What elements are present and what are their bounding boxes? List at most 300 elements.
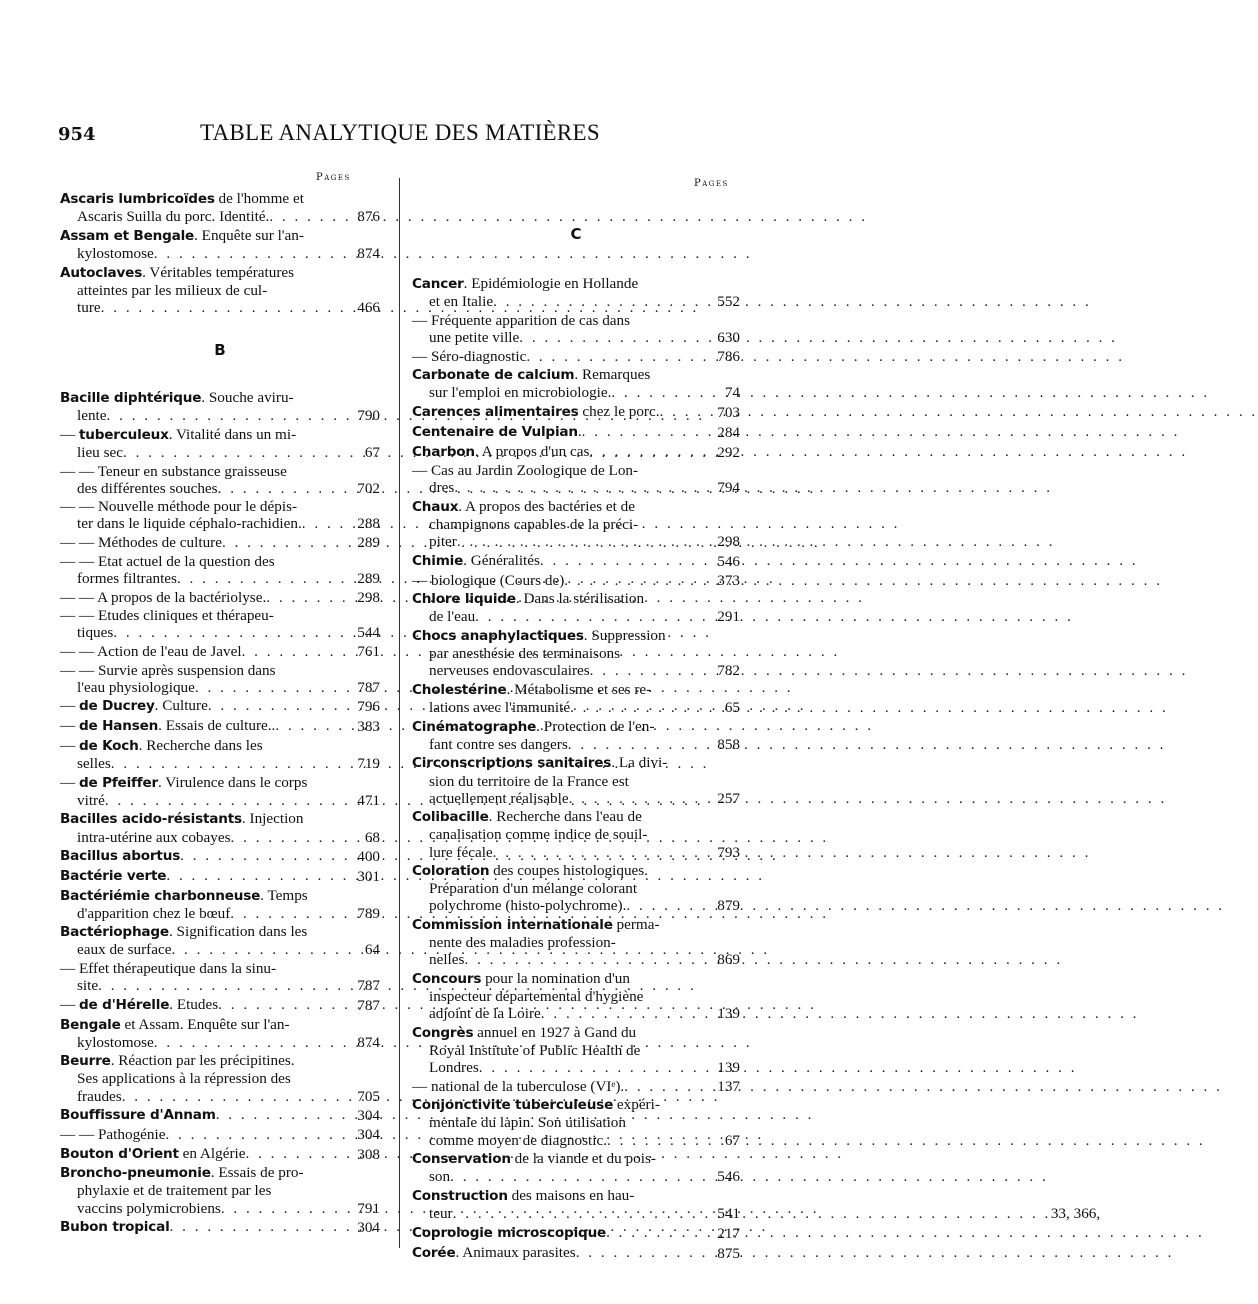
entry-text: [412, 498, 698, 550]
entry-line-text: — national de la tuberculose (VIᵉ).: [412, 1077, 625, 1095]
entry-line: [60, 444, 338, 461]
entry-line: Chocs anaphylactiques. Suppression: [412, 627, 666, 644]
entry-line-text: [60, 1106, 216, 1124]
entry-page: 298: [717, 533, 740, 551]
entry-line: [60, 755, 338, 772]
index-entry: [412, 552, 740, 570]
index-entry: [60, 847, 380, 865]
dot-leader: [607, 1132, 1205, 1149]
entry-page: 786: [717, 347, 740, 365]
entry-text: [60, 389, 338, 424]
entry-keyword: Broncho-pneumonie: [60, 1165, 211, 1182]
entry-line: Ses applications à la répression des: [77, 1070, 291, 1088]
entry-line: — — Etat actuel de la question des: [60, 552, 275, 570]
entry-keyword: Conservation: [412, 1151, 511, 1168]
entry-page: 787: [357, 996, 380, 1014]
entry-text: [412, 1078, 698, 1095]
entry-line: [60, 480, 338, 497]
entry-text: [412, 916, 698, 968]
index-entry: [412, 366, 740, 401]
entry-keyword: Chimie: [412, 552, 464, 569]
entry-page: 782: [717, 662, 740, 680]
index-entry: [60, 227, 380, 262]
entry-keyword: Chlore liquide: [412, 591, 516, 608]
entry-text: [412, 552, 698, 570]
entry-page: 301: [357, 867, 380, 885]
entry-line: [412, 951, 698, 968]
entry-line-text: actuellement réalisable: [429, 789, 569, 807]
entry-page: 869: [717, 951, 740, 969]
index-entry: [60, 1126, 380, 1143]
entry-keyword: de Ducrey: [78, 698, 155, 715]
entry-line: [60, 829, 338, 846]
entry-keyword: Coprologie microscopique: [412, 1224, 607, 1241]
entry-keyword: Colibacille: [412, 809, 489, 826]
page-title: TABLE ANALYTIQUE DES MATIÈRES: [199, 120, 600, 145]
index-entry: [60, 589, 380, 606]
entry-text: [412, 718, 698, 753]
entry-keyword: tuberculeux: [78, 426, 169, 443]
index-entry: [60, 960, 380, 994]
entry-text: [60, 774, 338, 809]
entry-text: [412, 754, 698, 806]
index-entry: [412, 443, 740, 461]
entry-keyword: Beurre: [60, 1053, 111, 1070]
entry-line: sion du territoire de la France est: [429, 772, 629, 790]
entry-page: 466: [357, 298, 380, 316]
entry-text: [412, 1096, 698, 1148]
entry-line: — de Koch. Recherche dans les: [60, 736, 263, 754]
entry-page: 702: [357, 479, 380, 497]
entry-line: [60, 1088, 338, 1105]
index-entry: [60, 662, 380, 696]
entry-keyword: Coloration: [412, 863, 490, 880]
entry-line: — Cas au Jardin Zoologique de Lon-: [412, 462, 639, 480]
entry-line: inspecteur départemental d'hygiène: [429, 988, 644, 1006]
entry-keyword: de Koch: [78, 737, 139, 754]
entry-line-text: [60, 867, 166, 885]
index-entry: [412, 1244, 740, 1262]
entry-page: 304: [357, 1219, 380, 1237]
entry-keyword: Bactériophage: [60, 924, 169, 941]
index-entry: [60, 996, 380, 1014]
index-entry: [60, 810, 380, 845]
entry-keyword: Conjonctivite tuberculeuse: [412, 1097, 614, 1114]
entry-text: [60, 1016, 338, 1051]
entry-text: [60, 887, 338, 922]
entry-line-text: d'apparition chez le bœuf: [77, 904, 231, 922]
entry-text: [412, 443, 698, 461]
index-entry: [412, 681, 740, 716]
entry-line: atteintes par les milieux de cul-: [77, 281, 268, 299]
index-entry: [60, 607, 380, 641]
entry-keyword: Ascaris lumbricoïdes: [60, 191, 215, 207]
entry-line: — Effet thérapeutique dans la sinu-: [60, 960, 277, 978]
index-entry: [412, 1150, 740, 1185]
entry-text: [412, 423, 698, 441]
entry-line: par anesthésie des terminaisons: [429, 645, 621, 663]
entry-line: Chlore liquide. Dans la stérilisation: [412, 590, 645, 608]
entry-line-text: sur l'emploi en microbiologie.: [429, 384, 612, 402]
dot-leader: [576, 1244, 1174, 1262]
entry-page: 719: [357, 754, 380, 772]
dot-leader: [541, 1005, 1139, 1022]
entry-line-text: Bouton d'Orient en Algérie: [60, 1144, 246, 1162]
entry-line-text: teur: [429, 1205, 453, 1223]
entry-text: [60, 498, 338, 532]
entry-text: [60, 717, 338, 735]
entry-text: [412, 275, 698, 310]
entry-keyword: Charbon: [412, 443, 475, 460]
entry-line-text: Centenaire de Vulpian.: [412, 422, 582, 440]
entry-line-text: l'eau physiologique: [77, 678, 195, 696]
page-number: 954: [58, 124, 96, 145]
index-entry: [60, 887, 380, 922]
entry-line: [60, 941, 338, 958]
entry-line: [60, 1218, 338, 1236]
entry-line: [412, 1244, 698, 1262]
entry-line-text: — — A propos de la bactériolyse.: [60, 588, 267, 606]
entry-line-text: nerveuses endovasculaires: [429, 662, 590, 680]
entry-line: [60, 407, 338, 424]
entry-page: 139: [717, 1059, 740, 1076]
entry-line: — — Etudes cliniques et thérapeu-: [60, 607, 274, 625]
entry-line: [412, 662, 698, 679]
entry-line: Beurre. Réaction par les précipitines.: [60, 1052, 295, 1070]
entry-line: Bacilles acido-résistants. Injection: [60, 810, 304, 828]
entry-line: Bacille diphtérique. Souche aviru-: [60, 388, 294, 406]
entry-page: 400: [357, 848, 380, 866]
entry-page: 217: [717, 1224, 740, 1242]
entry-line: Broncho-pneumonie. Essais de pro-: [60, 1164, 304, 1182]
entry-text: [412, 348, 698, 365]
entry-line: Commission internationale perma-: [412, 916, 660, 934]
index-entry: [412, 572, 740, 589]
entry-line: Bactériémie charbonneuse. Temps: [60, 886, 308, 904]
index-entry: [412, 754, 740, 806]
entry-line: [412, 552, 698, 570]
entry-keyword: Assam et Bengale: [60, 227, 195, 244]
entry-line-text: [60, 847, 180, 865]
entry-text: [60, 810, 338, 845]
entry-line: Ascaris lumbricoïdes de l'homme et: [60, 190, 304, 207]
entry-text: [60, 589, 338, 606]
dot-leader: [540, 552, 1138, 570]
index-entry: [60, 1164, 380, 1216]
entry-line: Chaux. A propos des bactéries et de: [412, 497, 635, 515]
entry-line: [60, 515, 338, 532]
dot-leader: [457, 533, 1055, 550]
entry-page: 67: [364, 443, 380, 461]
index-entry: [60, 1052, 380, 1104]
entry-page: 761: [357, 643, 380, 660]
entry-page: 257: [717, 789, 740, 807]
entry-line: [412, 348, 698, 365]
entry-line: — — Nouvelle méthode pour le dépis-: [60, 498, 298, 516]
entry-line: [412, 293, 698, 310]
entry-text: [60, 996, 338, 1014]
entry-page: 289: [357, 569, 380, 587]
index-entry: [60, 737, 380, 772]
entry-line: [412, 329, 698, 346]
entry-page: 74: [724, 384, 740, 402]
entry-line: [412, 403, 698, 421]
entry-line: Congrès annuel en 1927 à Gand du: [412, 1023, 637, 1041]
entry-line: [60, 624, 338, 641]
index-entry: [412, 498, 740, 550]
entry-keyword: Chaux: [412, 498, 459, 515]
entry-text: [60, 227, 338, 262]
dot-leader: [606, 1224, 1204, 1242]
entry-line: [60, 1200, 338, 1217]
entry-line: [60, 679, 338, 696]
entry-line-text: adjoint de la Loire: [429, 1005, 541, 1023]
entry-line: Construction des maisons en hau-: [412, 1187, 635, 1205]
entry-keyword: de Hansen: [78, 718, 159, 735]
entry-page: 790: [357, 407, 380, 425]
entry-line-text: Londres: [429, 1059, 479, 1076]
entry-text: [60, 847, 338, 865]
entry-line-text: — — Action de l'eau de Javel: [60, 643, 242, 660]
entry-line: [412, 1224, 698, 1242]
entry-text: [412, 1150, 698, 1185]
entry-keyword: Chocs anaphylactiques: [412, 628, 584, 644]
entry-line-text: — biologique (Cours de): [412, 571, 565, 589]
entry-keyword: Circonscriptions sanitaires: [412, 755, 612, 772]
entry-line: [412, 533, 698, 550]
entry-line: [60, 847, 338, 865]
entry-line: [60, 792, 338, 809]
entry-page: 292: [717, 443, 740, 461]
dot-leader: [660, 403, 1258, 421]
entry-keyword: Concours: [412, 970, 482, 987]
entry-text: [60, 1164, 338, 1216]
dot-leader: [519, 329, 1117, 346]
entry-page: 875: [717, 1244, 740, 1262]
entry-page: 879: [717, 897, 740, 915]
entry-keyword: Centenaire de Vulpian: [412, 423, 578, 440]
entry-text: [60, 662, 338, 696]
entry-line: phylaxie et de traitement par les: [77, 1182, 272, 1200]
entry-line-text: fraudes: [77, 1087, 122, 1105]
entry-line-text: une petite ville: [429, 328, 520, 346]
entry-page: 68: [364, 828, 380, 846]
dot-leader: [589, 443, 1187, 461]
entry-text: [412, 1224, 698, 1242]
index-entry: [412, 970, 740, 1022]
index-entry: [412, 1224, 740, 1242]
entry-line: Conservation de la viande et du pois-: [412, 1150, 656, 1168]
entry-line: [60, 1034, 338, 1051]
entry-line-text: Ascaris Suilla du porc. Identité.: [77, 208, 270, 226]
entry-text: [60, 960, 338, 994]
entry-line: [60, 697, 338, 715]
entry-line: [412, 608, 698, 625]
index-entry: [412, 590, 740, 625]
entry-line: [60, 977, 338, 994]
entry-line: Colibacille. Recherche dans l'eau de: [412, 808, 642, 826]
entry-line: [412, 699, 698, 716]
index-entry: [60, 426, 380, 461]
entry-line: — de Pfeiffer. Virulence dans le corps: [60, 773, 308, 791]
entry-text: [412, 1244, 698, 1262]
entry-line: canalisation comme indice de souil-: [429, 826, 648, 844]
dot-leader: [453, 1205, 1051, 1222]
entry-keyword: Bactériémie charbonneuse: [60, 887, 261, 904]
entry-text: [60, 534, 338, 551]
index-entry: [60, 553, 380, 587]
entry-line-text: ture: [77, 298, 101, 316]
entry-line-text: selles: [77, 754, 111, 772]
entry-keyword: Autoclaves: [60, 264, 143, 281]
entry-line-text: — Séro-diagnostic: [412, 347, 527, 365]
entry-line-text: lure fécale: [429, 843, 493, 861]
entry-keyword: Bacillus abortus: [60, 848, 181, 865]
entry-line: [60, 299, 338, 316]
dot-leader: [464, 951, 1062, 968]
entry-line: Coloration des coupes histologiques.: [412, 862, 648, 880]
entry-line-text: formes filtrantes: [77, 569, 177, 587]
index-entry: [412, 627, 740, 679]
entry-page: 304: [357, 1107, 380, 1125]
entry-text: [412, 403, 698, 421]
entry-line: [412, 572, 698, 589]
entry-text: [412, 681, 698, 716]
dot-leader: [564, 572, 1162, 589]
entry-line: champignons capables de la préci-: [429, 516, 639, 534]
index-column-left: [60, 190, 380, 1238]
entry-line: [412, 1059, 698, 1076]
entry-line: [60, 1106, 338, 1124]
entry-line: [412, 443, 698, 461]
entry-line: Royal Institute of Public Health de: [429, 1041, 641, 1059]
entry-line: Concours pour la nomination d'un: [412, 969, 630, 987]
entry-keyword: Commission internationale: [412, 917, 613, 934]
entry-text: [412, 808, 698, 860]
entry-text: [60, 264, 338, 316]
index-entry: [60, 1106, 380, 1124]
entry-page: 471: [357, 791, 380, 809]
entry-line-text: Corée. Animaux parasites: [412, 1243, 576, 1261]
entry-line-text: et en Italie: [429, 293, 494, 311]
entry-page: 304: [357, 1125, 380, 1143]
entry-line: [412, 423, 698, 441]
entry-line-text: — de Ducrey. Culture: [60, 697, 208, 715]
entry-line: Autoclaves. Véritables températures: [60, 263, 295, 281]
entry-line-text: piter: [429, 533, 457, 551]
entry-line-text: comme moyen de diagnostic.: [429, 1131, 607, 1149]
entry-keyword: Bouffissure d'Annam: [60, 1107, 216, 1124]
dot-leader: [526, 348, 1124, 365]
entry-page: 796: [357, 698, 380, 716]
entry-page: 284: [717, 423, 740, 441]
entry-page: 541: [717, 1205, 740, 1223]
dot-leader: [454, 479, 1052, 496]
entry-keyword: Congrès: [412, 1024, 474, 1041]
entry-line: Cholestérine. Métabolisme et ses re-: [412, 680, 652, 698]
entry-line: [60, 534, 338, 551]
index-column-right: [412, 190, 1101, 1263]
entry-text: [60, 1145, 338, 1163]
entry-page: 791: [357, 1199, 380, 1217]
entry-line-text: Chimie. Généralités: [412, 551, 540, 569]
entry-page: 308: [357, 1145, 380, 1163]
entry-page: 789: [357, 904, 380, 922]
dot-leader: [590, 662, 1188, 679]
index-entry: [412, 403, 740, 421]
entry-keyword: Bouton d'Orient: [60, 1145, 179, 1162]
index-entry: [60, 697, 380, 715]
index-entry: [60, 867, 380, 885]
entry-keyword: Bacille diphtérique: [60, 389, 202, 406]
index-entry: [60, 717, 380, 735]
index-entry: [412, 718, 740, 753]
index-entry: [60, 1016, 380, 1051]
index-entry: [412, 462, 740, 496]
entry-line: [60, 1126, 338, 1143]
entry-line: [60, 208, 338, 225]
entry-page: 288: [357, 515, 380, 533]
entry-page: 65: [724, 698, 740, 716]
dot-leader: [493, 293, 1091, 310]
index-entry: [412, 348, 740, 365]
entry-line-text: des différentes souches: [77, 479, 218, 497]
entry-line: [60, 717, 338, 735]
section-letter: B: [214, 340, 226, 359]
entry-text: [412, 462, 698, 496]
entry-page: 373: [717, 571, 740, 589]
entry-text: [60, 867, 338, 885]
index-entry: [60, 498, 380, 532]
entry-text: [60, 1106, 338, 1124]
entry-page: 552: [717, 293, 740, 311]
index-entry: [60, 643, 380, 660]
entry-keyword: Carbonate de calcium: [412, 367, 575, 384]
entry-keyword: Corée: [412, 1244, 456, 1261]
entry-keyword: de d'Hérelle: [78, 996, 170, 1013]
entry-page: 874: [357, 244, 380, 262]
index-entry: [412, 808, 740, 860]
entry-keyword: Cinématographe: [412, 718, 537, 735]
entry-text: [60, 737, 338, 772]
entry-line-text: — de d'Hérelle. Etudes: [60, 995, 219, 1013]
entry-text: [60, 923, 338, 958]
index-entry: [412, 423, 740, 441]
index-entry: [412, 1187, 1101, 1223]
entry-line-text: Charbon. A propos d'un cas: [412, 442, 590, 460]
entry-line: [412, 790, 698, 807]
entry-page: 67: [724, 1131, 740, 1149]
entry-line: [412, 844, 698, 861]
entry-line-text: eaux de surface: [77, 941, 172, 959]
entry-text: [60, 190, 338, 225]
entry-page: 298: [357, 588, 380, 606]
entry-line-text: vitré: [77, 791, 105, 809]
entry-line-text: fant contre ses dangers: [429, 735, 568, 753]
index-entry: [60, 774, 380, 809]
entry-line: nente des maladies profession-: [429, 934, 616, 952]
entry-page: 137: [717, 1077, 740, 1095]
entry-line: Cancer. Epidémiologie en Hollande: [412, 275, 639, 293]
entry-line-text: — — Pathogénie: [60, 1125, 166, 1143]
dot-leader: [493, 844, 1091, 861]
entry-line: [412, 1168, 698, 1185]
entry-line-text: nelles: [429, 951, 465, 969]
entry-line-text: de l'eau: [429, 608, 476, 626]
entry-line-text: [60, 1218, 170, 1236]
entry-line: [60, 867, 338, 885]
entry-line: Conjonctivite tuberculeuse expéri-: [412, 1096, 660, 1114]
